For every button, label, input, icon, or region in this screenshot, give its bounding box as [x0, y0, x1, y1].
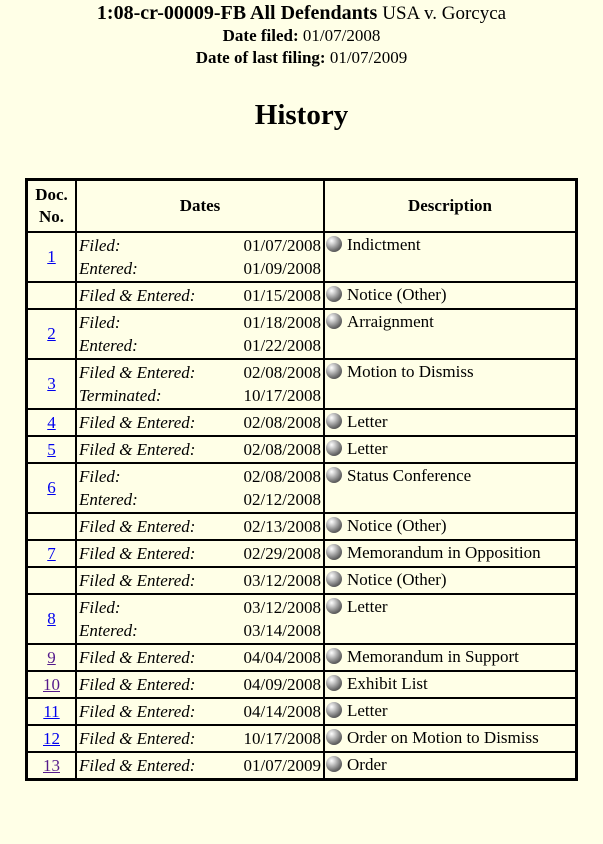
dates-cell: [76, 752, 324, 779]
dates-cell: [76, 282, 324, 309]
description-text: Status Conference: [347, 466, 472, 485]
document-ball-icon[interactable]: [326, 756, 342, 772]
doc-no-cell: [27, 282, 76, 309]
date-value: 01/15/2008: [243, 286, 321, 305]
date-label: Filed & Entered:: [79, 571, 196, 590]
dates-cell: [76, 232, 324, 282]
doc-no-cell: [27, 594, 76, 644]
date-filed-value: 01/07/2008: [302, 26, 381, 45]
description-cell: [324, 409, 576, 436]
date-value: 03/12/2008: [243, 598, 321, 617]
table-row: [27, 752, 576, 779]
dates-cell: [76, 409, 324, 436]
document-ball-icon[interactable]: [326, 467, 342, 483]
date-label: Filed & Entered:: [79, 440, 196, 459]
description-text: Motion to Dismiss: [347, 362, 474, 381]
date-value: 01/22/2008: [243, 336, 321, 355]
table-row: [27, 282, 576, 309]
doc-link-11[interactable]: 11: [43, 701, 60, 721]
description-text: Notice (Other): [347, 285, 447, 304]
date-value: 04/04/2008: [243, 648, 321, 667]
case-parties: USA v. Gorcyca: [382, 3, 507, 24]
description-cell: [324, 671, 576, 698]
history-title: History: [254, 99, 349, 131]
date-value: 01/09/2008: [243, 259, 321, 278]
doc-link-9[interactable]: 9: [47, 647, 56, 667]
date-line: [79, 438, 321, 461]
document-ball-icon[interactable]: [326, 440, 342, 456]
date-value: 02/08/2008: [243, 413, 321, 432]
document-ball-icon[interactable]: [326, 702, 342, 718]
date-line: [79, 361, 321, 384]
doc-link-2[interactable]: 2: [47, 324, 56, 343]
date-filed-label: Date filed:: [222, 26, 299, 45]
doc-no-header: [27, 180, 76, 232]
table-row: [27, 698, 576, 725]
dates-header: Dates: [76, 180, 324, 232]
date-label: Entered:: [79, 259, 138, 278]
document-ball-icon[interactable]: [326, 598, 342, 614]
table-row: [27, 409, 576, 436]
doc-no-header-line1: Doc.: [35, 185, 68, 204]
date-label: Filed & Entered:: [79, 756, 196, 775]
description-cell: [324, 698, 576, 725]
date-label: Filed & Entered:: [79, 286, 196, 305]
table-row: [27, 359, 576, 409]
description-cell: [324, 752, 576, 779]
description-text: Indictment: [347, 235, 421, 254]
doc-no-cell: [27, 513, 76, 540]
doc-link-10[interactable]: 10: [43, 674, 60, 694]
table-row: [27, 436, 576, 463]
doc-no-header-line2: No.: [38, 207, 65, 226]
doc-no-cell: [27, 725, 76, 752]
date-label: Filed:: [79, 313, 121, 332]
description-text: Letter: [347, 439, 388, 458]
doc-link-6[interactable]: 6: [47, 478, 56, 497]
dates-cell: [76, 436, 324, 463]
date-line: [79, 646, 321, 669]
description-cell: [324, 309, 576, 359]
date-value: 04/14/2008: [243, 702, 321, 721]
doc-no-cell: [27, 752, 76, 779]
date-last-filing-label: Date of last filing:: [195, 48, 326, 67]
doc-no-cell: [27, 409, 76, 436]
doc-link-13[interactable]: 13: [43, 755, 60, 775]
document-ball-icon[interactable]: [326, 413, 342, 429]
description-text: Memorandum in Opposition: [347, 543, 541, 562]
doc-no-cell: [27, 644, 76, 671]
history-table: [25, 178, 578, 781]
history-table-body: [27, 232, 576, 779]
date-line: [79, 384, 321, 407]
table-row: [27, 309, 576, 359]
description-cell: [324, 282, 576, 309]
dates-cell: [76, 359, 324, 409]
dates-cell: [76, 463, 324, 513]
date-label: Terminated:: [79, 386, 162, 405]
date-label: Entered:: [79, 621, 138, 640]
date-line: [79, 569, 321, 592]
table-row: [27, 513, 576, 540]
dates-cell: [76, 309, 324, 359]
table-row: [27, 725, 576, 752]
date-line: [79, 727, 321, 750]
date-value: 03/14/2008: [243, 621, 321, 640]
date-line: [79, 488, 321, 511]
doc-no-cell: [27, 463, 76, 513]
dates-cell: [76, 540, 324, 567]
date-value: 02/13/2008: [243, 517, 321, 536]
doc-no-cell: [27, 567, 76, 594]
description-text: Notice (Other): [347, 516, 447, 535]
table-row: [27, 463, 576, 513]
date-label: Filed & Entered:: [79, 413, 196, 432]
description-cell: [324, 644, 576, 671]
date-line: [79, 515, 321, 538]
description-cell: [324, 725, 576, 752]
date-value: 10/17/2008: [243, 386, 321, 405]
table-row: [27, 232, 576, 282]
date-value: 02/08/2008: [243, 363, 321, 382]
date-value: 03/12/2008: [243, 571, 321, 590]
table-row: [27, 594, 576, 644]
description-cell: [324, 359, 576, 409]
date-label: Filed:: [79, 467, 121, 486]
description-text: Letter: [347, 597, 388, 616]
description-text: Memorandum in Support: [347, 647, 519, 666]
date-line: [79, 754, 321, 777]
document-ball-icon[interactable]: [326, 675, 342, 691]
doc-link-8[interactable]: 8: [47, 609, 56, 628]
date-line: [79, 700, 321, 723]
date-label: Filed & Entered:: [79, 702, 196, 721]
description-text: Arraignment: [347, 312, 434, 331]
date-line: [79, 284, 321, 307]
doc-no-cell: [27, 309, 76, 359]
date-label: Filed & Entered:: [79, 648, 196, 667]
date-value: 02/29/2008: [243, 544, 321, 563]
date-label: Filed & Entered:: [79, 675, 196, 694]
date-value: 10/17/2008: [243, 729, 321, 748]
doc-link-7[interactable]: 7: [47, 543, 56, 563]
doc-link-4[interactable]: 4: [47, 412, 56, 432]
date-value: 01/07/2009: [243, 756, 321, 775]
doc-no-cell: [27, 671, 76, 698]
date-label: Entered:: [79, 336, 138, 355]
document-ball-icon[interactable]: [326, 571, 342, 587]
description-cell: [324, 463, 576, 513]
date-value: 01/07/2008: [243, 236, 321, 255]
doc-no-cell: [27, 698, 76, 725]
date-label: Filed & Entered:: [79, 544, 196, 563]
date-line: [79, 619, 321, 642]
description-cell: [324, 540, 576, 567]
description-header: Description: [324, 180, 576, 232]
date-last-filing-value: 01/07/2009: [329, 48, 408, 67]
doc-no-cell: [27, 232, 76, 282]
dates-cell: [76, 644, 324, 671]
date-line: [79, 234, 321, 257]
table-row: [27, 671, 576, 698]
date-line: [79, 411, 321, 434]
dates-cell: [76, 725, 324, 752]
description-text: Notice (Other): [347, 570, 447, 589]
date-line: [79, 334, 321, 357]
date-line: [79, 542, 321, 565]
description-text: Exhibit List: [347, 674, 428, 693]
date-value: 01/18/2008: [243, 313, 321, 332]
description-text: Order: [347, 755, 387, 774]
table-row: [27, 567, 576, 594]
doc-link-1[interactable]: 1: [47, 247, 56, 266]
date-value: 02/12/2008: [243, 490, 321, 509]
doc-link-5[interactable]: 5: [47, 439, 56, 459]
case-number: 1:08-cr-00009-FB All Defendants: [96, 2, 378, 24]
case-title: [0, 2, 603, 25]
document-ball-icon[interactable]: [326, 236, 342, 252]
date-label: Filed:: [79, 236, 121, 255]
doc-no-cell: [27, 359, 76, 409]
document-ball-icon[interactable]: [326, 313, 342, 329]
date-filed-line: [0, 25, 603, 47]
date-value: 02/08/2008: [243, 440, 321, 459]
dates-cell: [76, 671, 324, 698]
history-table-header: [27, 180, 576, 232]
doc-no-cell: [27, 540, 76, 567]
table-row: [27, 644, 576, 671]
doc-link-12[interactable]: 12: [43, 728, 60, 748]
doc-no-cell: [27, 436, 76, 463]
document-ball-icon[interactable]: [326, 363, 342, 379]
date-line: [79, 311, 321, 334]
dates-cell: [76, 513, 324, 540]
date-line: [79, 465, 321, 488]
description-cell: [324, 513, 576, 540]
date-line: [79, 257, 321, 280]
date-label: Filed & Entered:: [79, 363, 196, 382]
date-last-filing-line: [0, 47, 603, 69]
date-label: Entered:: [79, 490, 138, 509]
date-label: Filed & Entered:: [79, 517, 196, 536]
date-value: 02/08/2008: [243, 467, 321, 486]
date-value: 04/09/2008: [243, 675, 321, 694]
document-ball-icon[interactable]: [326, 729, 342, 745]
date-line: [79, 596, 321, 619]
dates-cell: [76, 698, 324, 725]
description-text: Order on Motion to Dismiss: [347, 728, 539, 747]
dates-cell: [76, 594, 324, 644]
document-ball-icon[interactable]: [326, 544, 342, 560]
document-ball-icon[interactable]: [326, 517, 342, 533]
description-text: Letter: [347, 412, 388, 431]
description-cell: [324, 567, 576, 594]
document-ball-icon[interactable]: [326, 286, 342, 302]
dates-cell: [76, 567, 324, 594]
description-cell: [324, 232, 576, 282]
description-cell: [324, 436, 576, 463]
date-line: [79, 673, 321, 696]
date-label: Filed:: [79, 598, 121, 617]
document-ball-icon[interactable]: [326, 648, 342, 664]
date-label: Filed & Entered:: [79, 729, 196, 748]
case-header: [0, 0, 603, 69]
description-text: Letter: [347, 701, 388, 720]
doc-link-3[interactable]: 3: [47, 374, 56, 393]
table-row: [27, 540, 576, 567]
description-cell: [324, 594, 576, 644]
